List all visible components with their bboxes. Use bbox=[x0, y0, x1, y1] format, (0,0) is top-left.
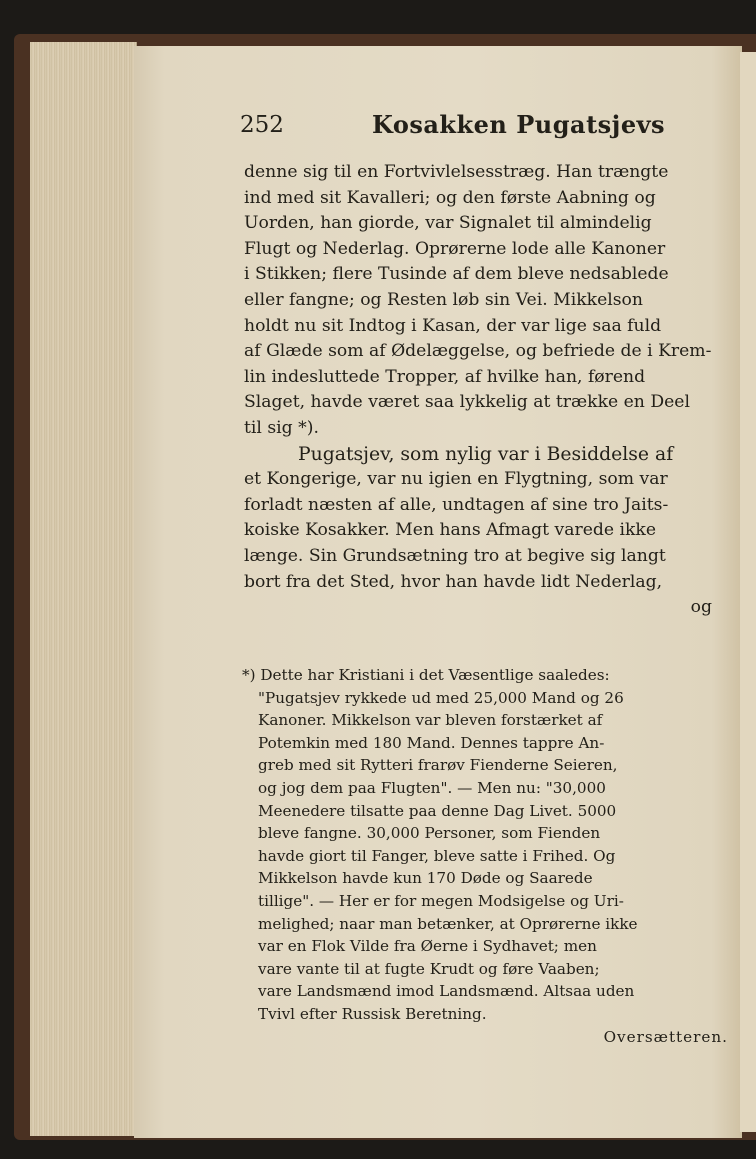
text-line: af Glæde som af Ødelæggelse, og befriede de i Krem- bbox=[244, 341, 712, 362]
footnote-line: var en Flok Vilde fra Øerne i Sydhavet; men bbox=[258, 937, 597, 956]
footnote-line: tillige". — Her er for megen Modsigelse og Uri- bbox=[258, 891, 624, 910]
footnote-line: "Pugatsjev rykkede ud med 25,000 Mand og 26 bbox=[258, 688, 624, 707]
footnote-line: havde giort til Fanger, bleve satte i Frihed. Og bbox=[258, 846, 616, 865]
text-line: eller fangne; og Resten løb sin Vei. Mikkelson bbox=[244, 289, 643, 310]
text-line: ind med sit Kavalleri; og den første Aabning og bbox=[244, 187, 656, 208]
footnote-line: melighed; naar man betænker, at Oprørerne ikke bbox=[258, 914, 638, 933]
text-line: til sig *). bbox=[244, 417, 319, 438]
text-line: Flugt og Nederlag. Oprørerne lode alle Kanoner bbox=[244, 238, 666, 259]
catchword: og bbox=[690, 597, 712, 618]
next-page-edge bbox=[740, 52, 756, 1132]
page-edges bbox=[30, 42, 137, 1136]
footnote-line: *) Dette har Kristiani i det Væsentlige saaledes: bbox=[242, 666, 610, 684]
footnote-line: Tvivl efter Russisk Beretning. bbox=[258, 1004, 487, 1023]
text-line: Uorden, han giorde, var Signalet til almindelig bbox=[244, 213, 652, 234]
footnote-line: Potemkin med 180 Mand. Dennes tappre An- bbox=[258, 733, 605, 752]
footnote bbox=[242, 664, 728, 1048]
footnote-line: og jog dem paa Flugten". — Men nu: "30,000 bbox=[258, 778, 606, 797]
text-line: længe. Sin Grundsætning tro at begive sig langt bbox=[244, 545, 666, 566]
page-number: 252 bbox=[240, 112, 284, 138]
footnote-line: Meenedere tilsatte paa denne Dag Livet. 5000 bbox=[258, 801, 617, 820]
footnote-line: bleve fangne. 30,000 Personer, som Fienden bbox=[258, 824, 601, 843]
running-head: Kosakken Pugatsjevs bbox=[372, 110, 666, 139]
text-line: denne sig til en Fortvivlelsesstræg. Han trængte bbox=[244, 162, 669, 182]
footnote-line: vare vante til at fugte Krudt og føre Vaaben; bbox=[258, 959, 600, 978]
text-line: forladt næsten af alle, undtagen af sine tro Jaits- bbox=[244, 494, 669, 515]
main-text bbox=[244, 160, 720, 621]
footnote-line: greb med sit Rytteri frarøv Fienderne Seieren, bbox=[258, 756, 618, 775]
footnote-line: Mikkelson havde kun 170 Døde og Saarede bbox=[258, 869, 593, 888]
paragraph-start-line: Pugatsjev, som nylig var i Besiddelse af bbox=[298, 443, 674, 465]
footnote-line: Kanoner. Mikkelson var bleven forstærket af bbox=[258, 711, 603, 730]
text-line: i Stikken; flere Tusinde af dem bleve nedsablede bbox=[244, 264, 669, 285]
text-line: bort fra det Sted, hvor han havde lidt Nederlag, bbox=[244, 571, 663, 592]
text-line: koiske Kosakker. Men hans Afmagt varede ikke bbox=[244, 520, 657, 541]
text-line: et Kongerige, var nu igien en Flygtning, som var bbox=[244, 469, 668, 490]
text-line: holdt nu sit Indtog i Kasan, der var lige saa fuld bbox=[244, 315, 662, 336]
footnote-line: vare Landsmænd imod Landsmænd. Altsaa uden bbox=[258, 982, 635, 1001]
footnote-signature: Oversætteren. bbox=[603, 1027, 728, 1046]
page-header bbox=[0, 112, 756, 148]
text-line: lin indesluttede Tropper, af hvilke han, førend bbox=[244, 366, 646, 387]
text-line: Slaget, havde været saa lykkelig at trække en Deel bbox=[244, 392, 690, 413]
